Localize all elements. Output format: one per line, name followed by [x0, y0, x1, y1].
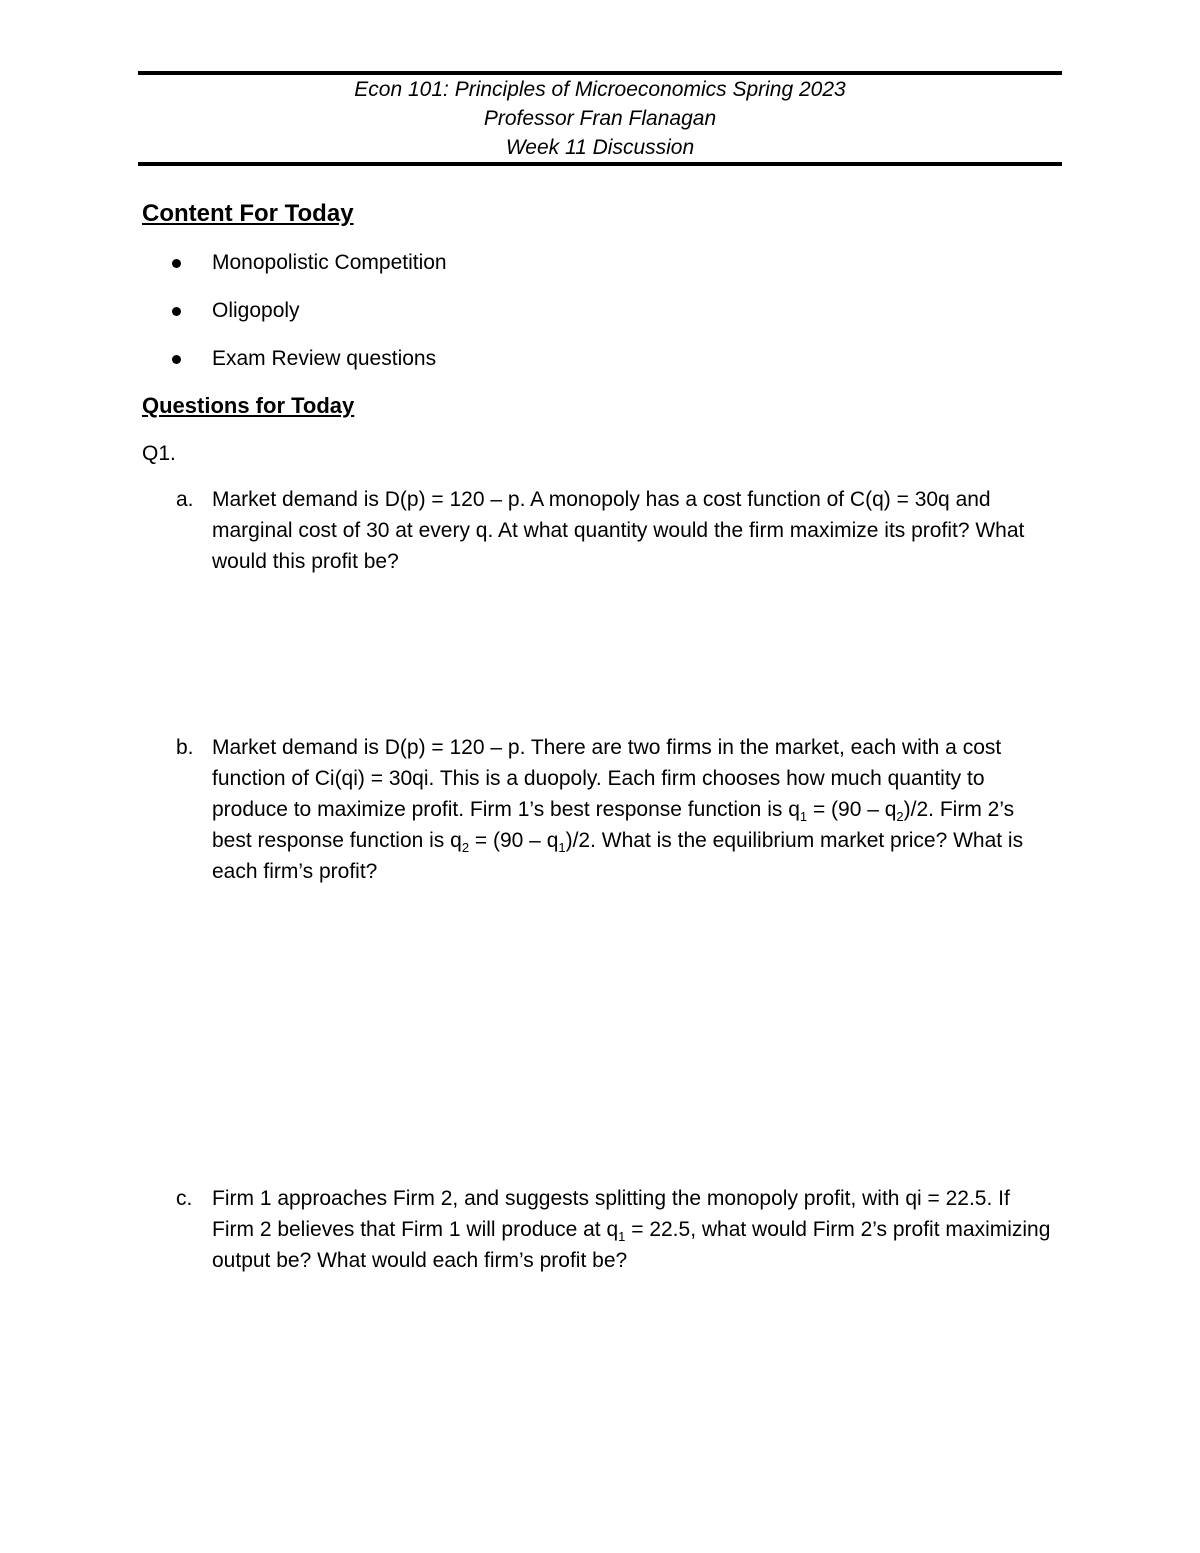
- question-text: Firm 1 approaches Firm 2, and suggests splitting the monopoly profit, with qi = 22.5. If Firm 2 believes that Firm 1 will produce at $q_1 = 22.5$, what would Firm 2’s profit maximizing output be? What would each firm’s profit be?: [212, 1187, 1051, 1272]
- question-number: Q1.: [142, 442, 176, 465]
- question-a: [176, 484, 1056, 577]
- list-item: [172, 249, 447, 277]
- question-letter: b.: [176, 736, 194, 759]
- bullet-icon: [172, 307, 181, 316]
- bullet-icon: [172, 355, 181, 364]
- question-b: [176, 732, 1056, 887]
- content-heading: Content For Today: [142, 200, 354, 227]
- question-letter: a.: [176, 488, 194, 511]
- question-letter: c.: [176, 1187, 193, 1210]
- list-item-label: Exam Review questions: [212, 347, 437, 370]
- header-bottom-rule: [138, 162, 1062, 166]
- question-text: Market demand is D(p) = 120 – p. There are two firms in the market, each with a cost function of Ci(qi) = 30qi. This is a duopoly. Each firm chooses how much quantity to produce to maximize profit. Firm 1’s best response function is $q_1 = (90 - q_2)/2$. Firm 2’s best response function is $q_2 = (90 - q_1)/2$. What is the equilibrium market price? What is each firm’s profit?: [212, 736, 1024, 883]
- question-text: Market demand is D(p) = 120 – p. A monopoly has a cost function of C(q) = 30q and marginal cost of 30 at every q. At what quantity would the firm maximize its profit? What would this profit be?: [212, 488, 1025, 573]
- week-title: Week 11 Discussion: [505, 136, 695, 159]
- list-item: [172, 297, 300, 325]
- list-item-label: Oligopoly: [212, 299, 300, 322]
- questions-heading: Questions for Today: [142, 393, 355, 418]
- header-top-rule: [138, 71, 1062, 75]
- question-c: [176, 1183, 1056, 1276]
- list-item: [172, 345, 436, 373]
- course-title: Econ 101: Principles of Microeconomics Spring 2023: [354, 78, 846, 101]
- list-item-label: Monopolistic Competition: [212, 251, 447, 274]
- professor-name: Professor Fran Flanagan: [483, 107, 717, 130]
- bullet-icon: [172, 259, 181, 268]
